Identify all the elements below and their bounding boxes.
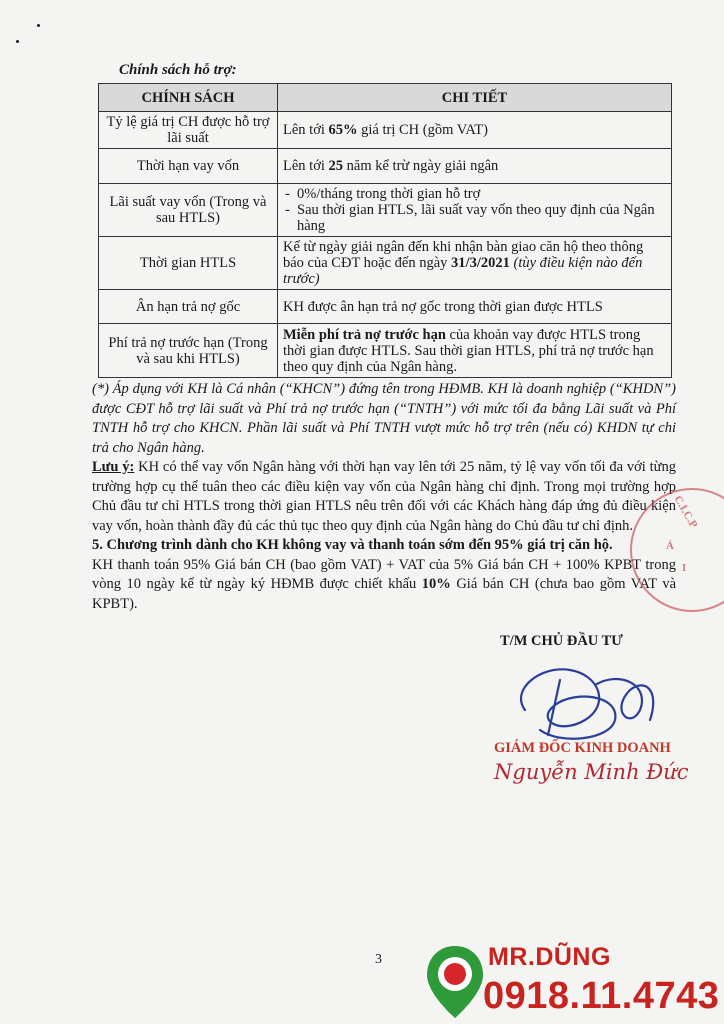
policy-cell: Phí trả nợ trước hạn (Trong và sau khi HTLS) [99, 324, 278, 378]
footnote: (*) Áp dụng với KH là Cá nhân (“KHCN”) đứng tên trong HĐMB. KH là doanh nghiệp (“KHDN”) được CĐT hỗ trợ lãi suất và Phí trả nợ trước hạn (“TNTH”) với mức tối đa bằng Lãi suất và Phí TNTH hỗ trợ cho KHCN. Phần lãi suất và Phí TNTH vượt mức hỗ trợ trên (nếu có) KHDN tự chi trả cho Ngân hàng. [92, 381, 676, 456]
policy-cell: Lãi suất vay vốn (Trong và sau HTLS) [99, 184, 278, 237]
header-policy: CHÍNH SÁCH [99, 84, 278, 112]
policy-cell: Thời gian HTLS [99, 237, 278, 290]
bullet-item: - 0%/tháng trong thời gian hỗ trợ [283, 186, 666, 202]
location-pin-icon [425, 944, 485, 1020]
detail-cell [278, 184, 672, 237]
detail-cell: Lên tới 65% giá trị CH (gồm VAT) [278, 112, 672, 149]
note-lead: Lưu ý: [92, 459, 135, 475]
speck-dot [16, 40, 19, 43]
table-row [99, 112, 672, 149]
page-number: 3 [375, 952, 382, 967]
stamp-text: I [682, 562, 687, 574]
table-row [99, 149, 672, 184]
contact-phone: 0918.11.4743 [483, 975, 720, 1017]
stamp-text: C.I.C.P [671, 493, 700, 531]
header-detail: CHI TIẾT [278, 84, 672, 112]
bullet-item: - Sau thời gian HTLS, lãi suất vay vốn theo quy định của Ngân hàng [283, 202, 666, 234]
table-row [99, 184, 672, 237]
signer-role: GIÁM ĐỐC KINH DOANH [494, 740, 671, 756]
notes-block [92, 380, 676, 614]
table-row [99, 290, 672, 324]
program-text: KH thanh toán 95% Giá bán CH (bao gồm VAT) + VAT của 5% Giá bán CH + 100% KPBT trong vòng 10 ngày kể từ ngày ký HĐMB được chiết khấu 10% Giá bán CH (chưa bao gồm VAT và KPBT). [92, 556, 677, 612]
table-row [99, 237, 672, 290]
table-header-row [99, 84, 672, 112]
program-title: 5. Chương trình dành cho KH không vay và thanh toán sớm đến 95% giá trị căn hộ. [92, 537, 613, 553]
speck-dot [37, 24, 40, 27]
policy-table [98, 83, 672, 378]
stamp-text: Á [666, 540, 674, 552]
note-text: KH có thể vay vốn Ngân hàng với thời hạn vay lên tới 25 năm, tỷ lệ vay vốn tối đa với từng trường hợp cụ thể tuân theo các điều kiện vay vốn của Ngân hàng chỉ định. Trong mọi trường hợp Chủ đầu tư chỉ HTLS trong thời gian HTLS nêu trên đối với các Khách hàng đáp ứng đủ điều kiện vay vốn, hoàn thành đầy đủ các thủ tục theo quy định của Ngân hàng do Chủ đầu tư chỉ định. [92, 459, 676, 534]
contact-name: MR.DŨNG [488, 943, 611, 971]
signature-heading: T/M CHỦ ĐẦU TƯ [500, 633, 623, 649]
section-title: Chính sách hỗ trợ: [119, 62, 237, 78]
detail-cell: Kể từ ngày giải ngân đến khi nhận bàn giao căn hộ theo thông báo của CĐT hoặc đến ngày 31/3/2021 (tùy điều kiện nào đến trước) [278, 237, 672, 290]
table-row [99, 324, 672, 378]
bullet-list [283, 186, 666, 234]
policy-cell: Tỷ lệ giá trị CH được hỗ trợ lãi suất [99, 112, 278, 149]
detail-cell: Lên tới 25 năm kể trừ ngày giải ngân [278, 149, 672, 184]
policy-cell: Ân hạn trả nợ gốc [99, 290, 278, 324]
detail-cell: Miễn phí trả nợ trước hạn của khoản vay được HTLS trong thời gian được HTLS. Sau thời gian HTLS, phí trả nợ trước hạn theo quy định của Ngân hàng. [278, 324, 672, 378]
detail-cell: KH được ân hạn trả nợ gốc trong thời gian được HTLS [278, 290, 672, 324]
note-paragraph [92, 458, 676, 536]
signer-name: Nguyễn Minh Đức [494, 760, 689, 784]
policy-cell: Thời hạn vay vốn [99, 149, 278, 184]
signature-image [500, 650, 670, 750]
